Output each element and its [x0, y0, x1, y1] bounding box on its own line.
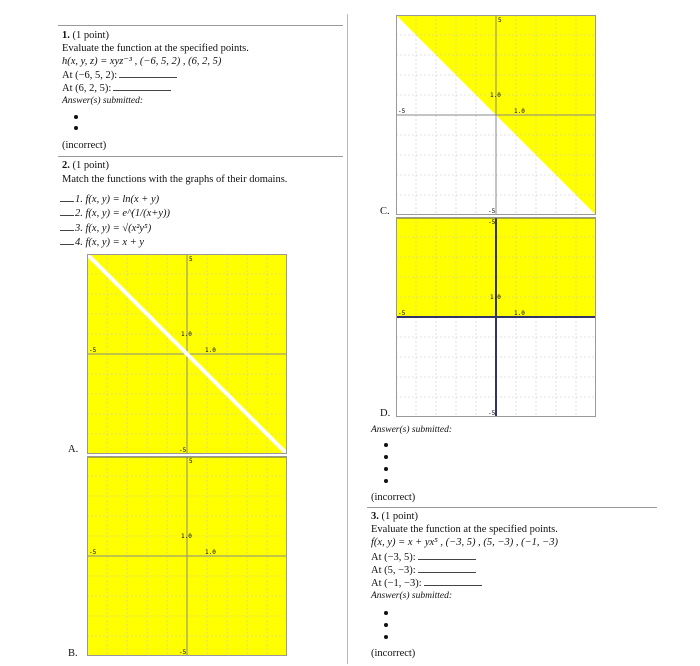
problem-2-status: (incorrect) — [371, 492, 416, 503]
column-divider — [347, 14, 348, 664]
problem-1-function: h(x, y, z) = xyz⁻³ , (−6, 5, 2) , (6, 2, 5) — [62, 56, 222, 67]
problem-2-header — [62, 160, 109, 172]
domain-graph-b — [87, 456, 287, 656]
point-label: At (6, 2, 5): — [62, 83, 112, 94]
tick-label-pos-y: -5 — [488, 219, 496, 226]
answer-blank-2[interactable] — [113, 82, 171, 91]
answer-blank-3[interactable] — [424, 577, 482, 586]
problem-3-point-3 — [371, 577, 482, 590]
tick-label-pos-y: 5 — [189, 256, 193, 263]
match-blank[interactable] — [60, 207, 74, 216]
problem-3-status: (incorrect) — [371, 648, 416, 659]
answer-blank-1[interactable] — [418, 551, 476, 560]
problem-1-instruction: Evaluate the function at the specified points. — [62, 43, 249, 54]
problem-number: 3. — [371, 511, 379, 522]
problem-2-rule — [58, 156, 343, 157]
problem-1-header — [62, 30, 109, 42]
match-item-4: 4. f(x, y) = x + y — [60, 236, 144, 249]
tick-label-one-x: 1.0 — [205, 549, 216, 556]
problem-3-answers-label: Answer(s) submitted: — [371, 591, 453, 601]
domain-graph-a — [87, 254, 287, 454]
problem-2-answers-label: Answer(s) submitted: — [371, 425, 453, 435]
answer-bullet — [384, 479, 388, 483]
graph-letter-b: B. — [68, 648, 78, 659]
problem-points: (1 point) — [72, 160, 109, 171]
problem-3-point-2 — [371, 564, 476, 577]
answer-bullet — [384, 443, 388, 447]
point-label: At (5, −3): — [371, 565, 416, 576]
problem-3-point-1 — [371, 551, 476, 564]
domain-graph-d — [396, 217, 596, 417]
answer-bullet — [384, 611, 388, 615]
problem-1-point-1 — [62, 69, 177, 82]
tick-label-neg-y: -5 — [488, 410, 496, 417]
problem-3-rule — [367, 507, 657, 508]
tick-label-neg-y: -5 — [179, 447, 187, 454]
tick-label-one-y: 1.0 — [490, 92, 501, 99]
tick-label-neg-y: -5 — [179, 649, 187, 656]
answer-bullet — [74, 126, 78, 130]
problem-number: 1. — [62, 30, 70, 41]
tick-label-neg-x: -5 — [89, 549, 97, 556]
tick-label-one-y: 1.0 — [490, 294, 501, 301]
match-item-3: 3. f(x, y) = √(x²y⁵) — [60, 222, 151, 235]
tick-label-one-x: 1.0 — [514, 108, 525, 115]
answer-bullet — [384, 635, 388, 639]
match-item-2: 2. f(x, y) = e^(1/(x+y)) — [60, 207, 170, 220]
problem-1-answers-label: Answer(s) submitted: — [62, 96, 144, 106]
match-blank[interactable] — [60, 193, 74, 202]
problem-number: 2. — [62, 160, 70, 171]
problem-1-status: (incorrect) — [62, 140, 107, 151]
problem-3-function: f(x, y) = x + yx⁵ , (−3, 5) , (5, −3) , (−1, −3) — [371, 537, 558, 548]
tick-label-neg-x: -5 — [398, 108, 406, 115]
graph-letter-c: C. — [380, 206, 390, 217]
point-label: At (−1, −3): — [371, 578, 422, 589]
answer-bullet — [384, 623, 388, 627]
problem-points: (1 point) — [381, 511, 418, 522]
answer-blank-2[interactable] — [418, 564, 476, 573]
problem-1-point-2 — [62, 82, 171, 95]
problem-points: (1 point) — [72, 30, 109, 41]
point-label: At (−6, 5, 2): — [62, 70, 118, 81]
tick-label-neg-y: -5 — [488, 208, 496, 215]
tick-label-pos-y: 5 — [498, 17, 502, 24]
tick-label-one-y: 1.0 — [181, 533, 192, 540]
problem-3-header — [371, 511, 418, 523]
point-label: At (−3, 5): — [371, 552, 416, 563]
answer-blank-1[interactable] — [119, 69, 177, 78]
answer-bullet — [384, 467, 388, 471]
tick-label-neg-x: -5 — [89, 347, 97, 354]
answer-bullet — [74, 115, 78, 119]
match-item-1: 1. f(x, y) = ln(x + y) — [60, 193, 159, 206]
problem-1-rule — [58, 25, 343, 26]
tick-label-one-x: 1.0 — [514, 310, 525, 317]
match-blank[interactable] — [60, 236, 74, 245]
problem-3-instruction: Evaluate the function at the specified points. — [371, 524, 558, 535]
graph-letter-d: D. — [380, 408, 391, 419]
tick-label-one-y: 1.0 — [181, 331, 192, 338]
domain-graph-c — [396, 15, 596, 215]
problem-2-instruction: Match the functions with the graphs of their domains. — [62, 174, 288, 185]
tick-label-one-x: 1.0 — [205, 347, 216, 354]
tick-label-neg-x: -5 — [398, 310, 406, 317]
match-blank[interactable] — [60, 222, 74, 231]
answer-bullet — [384, 455, 388, 459]
tick-label-pos-y: 5 — [189, 458, 193, 465]
graph-letter-a: A. — [68, 444, 79, 455]
